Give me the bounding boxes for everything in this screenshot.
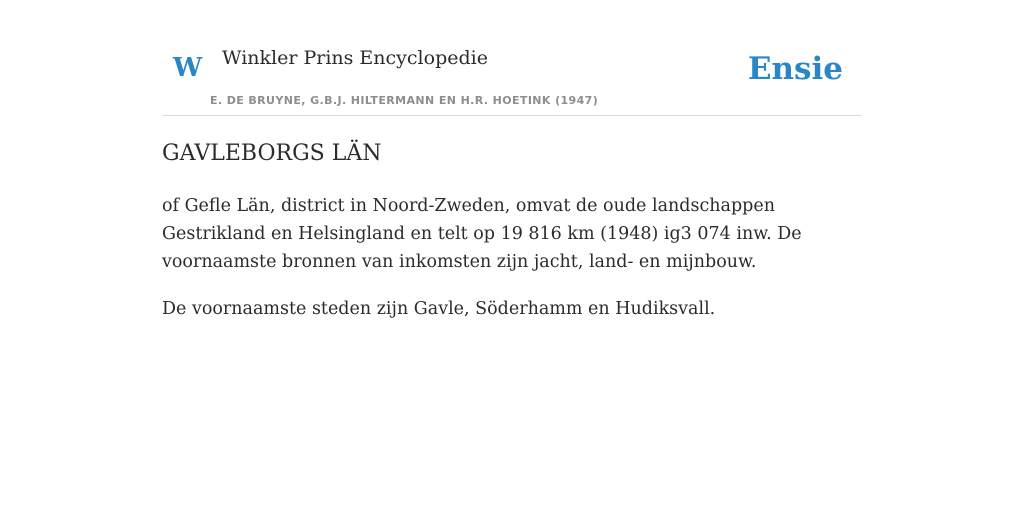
page (162, 0, 862, 512)
ensie-logo-link[interactable]: Ensie (747, 51, 843, 87)
encyclopedia-header (162, 0, 862, 116)
entry-title: GAVLEBORGS LÄN (162, 141, 382, 166)
encyclopedia-title[interactable]: Winkler Prins Encyclopedie (222, 47, 488, 69)
encyclopedia-authors: E. DE BRUYNE, G.B.J. HILTERMANN EN H.R. HOETINK (1947) (210, 94, 599, 107)
winkler-prins-logo[interactable]: W (173, 53, 203, 83)
entry-body (162, 192, 862, 342)
entry-paragraph: De voornaamste steden zijn Gavle, Söderhamm en Hudiksvall. (162, 299, 716, 319)
entry-paragraph: of Gefle Län, district in Noord-Zweden, omvat de oude landschappen Gestrikland en Helsingland en telt op 19 816 km (1948) ig3 074 inw. De voornaamste bronnen van inkomsten zijn jacht, land- en mijnbouw. (162, 196, 802, 272)
